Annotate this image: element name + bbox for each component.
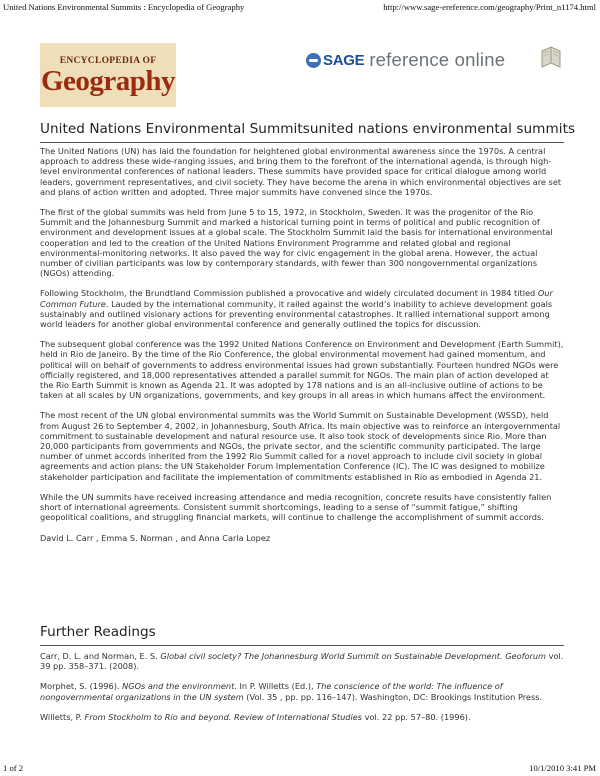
paragraph: The United Nations (UN) has laid the foundation for heightened global environmental awareness since the 1970s. A central approach to address these wide-ranging issues, and bring them to the forefront of the international agenda, is through high-level environmental conferences of national leaders. These summits have provided space for critical dialogue among world leaders, government representatives, and civil society. They have become the arena in which environmental objectives are set and plans of action written and adopted. Three major summits have convened since the 1970s. [40,146,562,197]
authors: David L. Carr , Emma S. Norman , and Anna Carla Lopez [40,532,271,543]
further-readings-heading: Further Readings [40,624,156,640]
page-count: 1 of 2 [3,763,24,773]
paragraph: The subsequent global conference was the 1992 United Nations Conference on Environment and Development (Earth Summit), held in Rio de Janeiro. By the time of the Rio Conference, the global environmental movement had gained momentum, and political will on behalf of governments to address environmental issues had grown substantially. Fourteen hundred NGOs were officially registered, and 18,000 representatives attended a parallel summit for NGOs. The main plan of action developed at the Rio Earth Summit is known as Agenda 21. It was adopted by 178 nations and is an all-inclusive outline of actions to be taken at all scales by UN organizations, governments, and key groups in all areas in which humans affect the environment. [40,339,564,401]
sage-reference-online-banner[interactable] [306,49,505,71]
book-icon [540,45,562,71]
reference-item: Carr, D. L. and Norman, E. S. Global civil society? The Johannesburg World Summit on Sustainable Development. Geoforum vol. 39 pp. 358–371. (2008). [40,651,564,672]
paragraph: While the UN summits have received increasing attendance and media recognition, concrete results have consistently fallen short of international agreements. Consistent summit shortcomings, leading to a sense of “summit fatigue,” shifting geopolitical coalitions, and struggling financial markets, will continue to challenge the accomplishment of summit accords. [40,491,552,523]
article-body [40,146,564,553]
logo-top-line: ENCYCLOPEDIA OF [59,56,157,66]
sage-logo-icon [306,53,321,68]
sage-banner-text: reference online [369,49,506,70]
browser-page-title: United Nations Environmental Summits : Encyclopedia of Geography [3,2,245,12]
print-timestamp: 10/1/2010 3:41 PM [529,763,596,773]
further-readings-divider [40,645,564,646]
reference-item: Morphet, S. (1996). NGOs and the environment. In P. Willetts (Ed.), The conscience of the world: The influence of nongovernmental organizations in the UN system (Vol. 35 , pp. pp. 116–147). Washington, DC: Brookings Institution Press. [40,681,543,702]
paragraph: The most recent of the UN global environmental summits was the World Summit on Sustainable Development (WSSD), held from August 26 to September 4, 2002, in Johannesburg, South Africa. Its main objective was to reinforce an intergovernmental commitment to sustainable development and natural resource use. It also took stock of developments since Rio. More than 20,000 participants from governments and NGOs, the private sector, and the scientific community participated. The large number of unmet accords inherited from the 1992 Rio Summit called for a novel approach to include civil society in global agreements and action plans: the UN Stakeholder Forum Implementation Conference (IC). The IC was designed to mobilize stakeholder participation and facilitate the implementation of commitments established in Rio as embodied in Agenda 21. [40,410,561,482]
encyclopedia-logo[interactable] [40,43,176,107]
paragraph: The first of the global summits was held from June 5 to 15, 1972, in Stockholm, Sweden. It was the progenitor of the Rio Summit and the Johannesburg Summit and marked a historical turning point in terms of political and public recognition of environment and development issues at a global scale. The Stockholm Summit laid the basis for international environmental cooperation and led to the creation of the United Nations Environment Programme and related global and regional environmental-monitoring networks. It also paved the way for civic engagement in the global arena. However, the actual number of civilian participants was low by contemporary standards, with fewer than 300 nongovernmental organizations (NGOs) attending. [40,207,553,279]
reference-item: Willetts, P. From Stockholm to Rio and beyond. Review of International Studies vol. 22 pp. 57–80. (1996). [40,711,471,722]
further-readings-list [40,651,564,732]
logo-main-word: Geography [40,65,176,97]
title-divider [40,142,564,143]
browser-page-url: http://www.sage-ereference.com/geography/Print_n1174.html [383,2,596,12]
paragraph: Following Stockholm, the Brundtland Commission published a provocative and widely circulated document in 1984 titled Our Common Future. Lauded by the international community, it railed against the world’s inability to achieve development goals sustainably and outlined visionary actions for preventing environmental catastrophes. It rallied international support among world leaders for another global environmental conference and generally outlined the topics for discussion. [40,288,553,330]
article-title: United Nations Environmental Summitsunited nations environmental summits [40,121,576,137]
sage-brand: SAGE [323,51,365,69]
book-title: Our Common Future [40,288,553,309]
